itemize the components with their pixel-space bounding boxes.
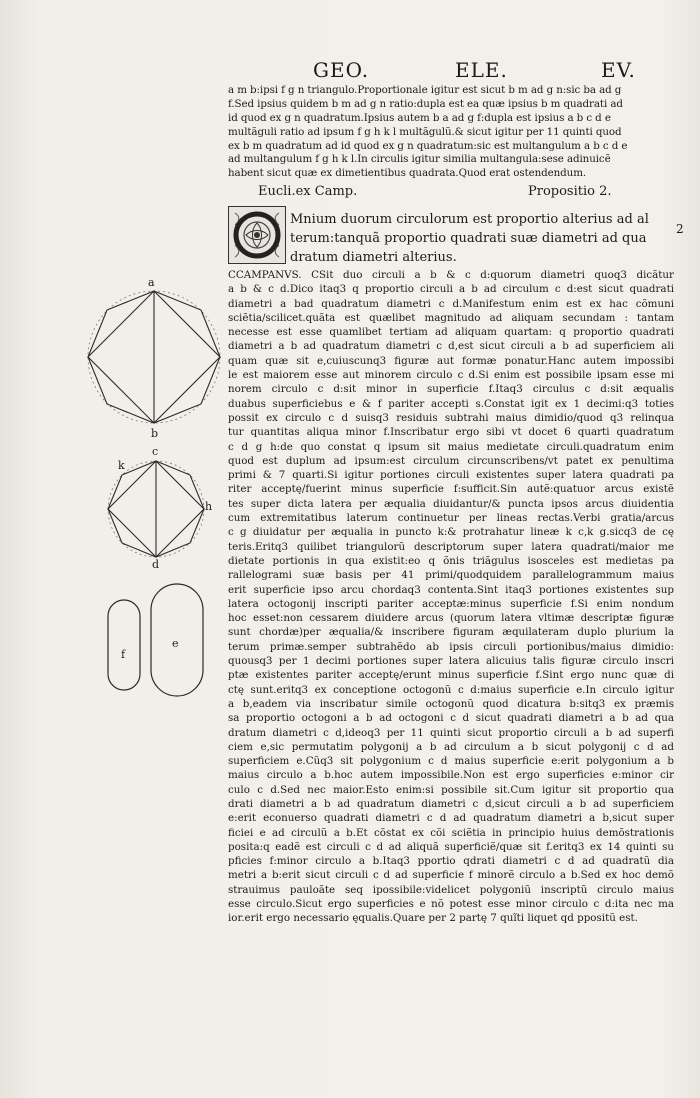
text-line: ex b m quadratum ad id quod ex g n quadratum:sic est multangulum a b c d e bbox=[228, 139, 628, 152]
text-line: a m b:ipsi f g n triangulo.Proportionale igitur est sicut b m ad g n:sic ba ad g bbox=[228, 84, 622, 96]
commentary-line: c g diuidatur per æqualia in puncto k:& protrahatur lineæ k c,k g.sicq3 de cę bbox=[228, 526, 674, 539]
commentary-line: rallelogrami suæ basis per 41 primi/quodquidem parallelogrammum maius bbox=[228, 569, 674, 582]
text-line: Mnium duorum circulorum est proportio alterius ad al bbox=[290, 212, 649, 227]
attribution: Eucli.ex Camp. bbox=[258, 184, 358, 199]
commentary-line: erit superficie ipso arcu chordaq3 contenta.Sint itaq3 portiones existentes sup bbox=[228, 583, 674, 596]
superficies-shapes bbox=[108, 584, 203, 696]
label-e: e bbox=[172, 637, 179, 650]
commentary-line: esse circulo.Sicut ergo superficies e nõ potest esse minor circulo c d:ita nec ma bbox=[228, 898, 674, 911]
commentary-line: terum primæ.semper subtrahẽdo ab ipsis circuli portionibus/maius dimidio: bbox=[228, 640, 674, 653]
commentary-line: maius circulo a b.hoc autem impossibile.Non est ergo superficies e:minor cir bbox=[228, 769, 674, 782]
commentary-line: ior.erit ergo necessario ęqualis.Quare per 2 partę 7 quĩti liquet qd ppositũ est. bbox=[228, 912, 638, 925]
commentary-line: primi & 7 quarti.Si igitur portiones circuli existentes super latera quadrati pa bbox=[228, 469, 674, 482]
commentary-line: necesse est esse quamlibet tertiam ad aliquam quartam: q proportio quadrati bbox=[228, 326, 674, 339]
commentary-line: a b & c d.Dico itaq3 q proportio circuli a b ad circulum c d:est sicut quadrati bbox=[228, 283, 674, 296]
commentary-line: le est maiorem esse aut minorem circulo c d.Si enim est possibile ipsam esse mi bbox=[228, 369, 674, 382]
text-line: multãguli ratio ad ipsum f g h k l multãgulũ.& sicut igitur per 11 quinti quod bbox=[228, 125, 622, 138]
label-c: c bbox=[152, 445, 159, 458]
text-line: f.Sed ipsius quidem b m ad g n ratio:dupla est ea quæ ipsius b m quadrati ad bbox=[228, 97, 623, 110]
commentary-line: CCAMPANVS. CSit duo circuli a b & c d:quorum diametri quoq3 dicãtur bbox=[228, 269, 674, 281]
label-k: k bbox=[118, 459, 125, 472]
commentary-line: e:erit econuerso quadrati diametri c d ad quadratum diametri a b,sicut super bbox=[228, 812, 674, 825]
commentary-line: dietate portionis in qua existit:eo q õnis triãgulus isosceles est medietas pa bbox=[228, 554, 674, 567]
commentary-line: sa proportio octogoni a b ad octogoni c d sicut quadrati diametri a b ad qua bbox=[228, 712, 674, 725]
commentary-line: ficiei e ad circulũ a b.Et cõstat ex cõi sciẽtia in principio huius demõstrationis bbox=[228, 826, 674, 839]
commentary-line: c d g h:de quo constat q ipsum sit maius medietate circuli.quadratum enim bbox=[228, 440, 674, 453]
top-paragraph bbox=[228, 84, 678, 181]
proposition-heading bbox=[258, 184, 678, 204]
header-left: GEO. bbox=[313, 58, 370, 82]
commentary-line: quod est duplum ad ipsum:est circulum circunscribens/vt patet ex penultima bbox=[228, 454, 674, 467]
commentary-line: quousq3 per 1 decimi portiones super latera alicuius talis figuræ circulo inscri bbox=[228, 655, 674, 668]
circle-ab-octagon-figure bbox=[88, 291, 220, 423]
label-h: h bbox=[205, 500, 213, 513]
label-f: f bbox=[121, 648, 126, 661]
commentary-line: teris.Eritq3 quilibet triangulorũ descriptorum super latera quadrati/maior me bbox=[228, 540, 674, 553]
text-line: id quod ex g n quadratum.Ipsius autem b a ad g f:dupla est ipsius a b c d e bbox=[228, 111, 611, 124]
commentary-line: superficiem e.Cũq3 sit polygonium c d maius superficie e:erit polygonium a b bbox=[228, 755, 674, 768]
commentary-line: quam quæ sit e,cuiuscunq3 figuræ aut formæ ponatur.Hanc autem impossibi bbox=[228, 354, 674, 367]
commentary-line: cum extremitatibus laterum continuetur per lineas rectas.Verbi gratia/arcus bbox=[228, 512, 674, 525]
header-right: EV. bbox=[601, 58, 636, 82]
label-b: b bbox=[151, 427, 159, 440]
text-line: habent sicut quæ ex dimetientibus quadrata.Quod erat ostendendum. bbox=[228, 167, 587, 180]
commentary-line: pficies f:minor circulo a b.Itaq3 pportio qdrati diametri c d ad quadratũ dia bbox=[228, 855, 674, 868]
commentary-line: strauimus pauloãte seq ipossibile:videlicet polygoniũ inscriptũ circulo maius bbox=[228, 883, 674, 896]
commentary-line: dratum diametri c d,ideoq3 per 11 quinti sicut proportio circuli a b ad superfi bbox=[228, 726, 674, 739]
text-line: terum:tanquã proportio quadrati suæ diametri ad qua bbox=[290, 231, 647, 246]
commentary-line: ciem e,sic permutatim polygonij a b ad circulum a b sicut polygonij c d ad bbox=[228, 740, 674, 753]
enunciation bbox=[290, 210, 672, 267]
commentary-line: culo c d.Sed nec maior.Esto enim:si possibile sit.Cum igitur sit proportio qua bbox=[228, 783, 674, 796]
commentary-line: diametri a b ad quadratum diametri c d,est sicut circuli a b ad superficiem ali bbox=[228, 340, 674, 353]
commentary-line: norem circulo c d:sit minor in superficie f.Itaq3 circulus c d:sit æqualis bbox=[228, 383, 674, 396]
text-line: dratum diametri alterius. bbox=[290, 250, 457, 265]
margin-number: 2 bbox=[676, 222, 684, 236]
commentary-line: possit ex circulo c d suisq3 residuis subtrahi maius dimidio/quod q3 relinqua bbox=[228, 411, 674, 424]
geometric-figures bbox=[0, 0, 230, 700]
commentary-line: ptæ existentes pariter acceptę/erunt minus superficie f.Sint ergo nunc quæ di bbox=[228, 669, 674, 682]
decorated-initial-o bbox=[228, 206, 286, 264]
proposition-number: Propositio 2. bbox=[528, 184, 612, 199]
commentary-line: diametri a bad quadratum diametri c d.Manifestum enim est ex hac cõmuni bbox=[228, 297, 674, 310]
commentary-line: a b,eadem via inscribatur simile octogonũ quod dicatura b:sitq3 ex præmis bbox=[228, 697, 674, 710]
commentary-line: posita:q eadẽ est circuli c d ad aliquã superficiẽ/quæ sit f.eritq3 ex 14 quinti su bbox=[228, 840, 674, 853]
label-a: a bbox=[148, 276, 155, 289]
commentary-line: tes super dicta latera per æqualia diuidantur/& puncta ipsos arcus diuidentia bbox=[228, 497, 674, 510]
commentary-line: ctę sunt.eritq3 ex conceptione octogonũ c d:maius superficie e.In circulo igitur bbox=[228, 683, 674, 696]
text-line: ad multangulum f g h k l.In circulis igitur similia multangula:sese adinuicẽ bbox=[228, 153, 611, 166]
commentary-line: sunt chordæ)per æqualia/& inscribere figuram æquilateram duplo plurium la bbox=[228, 626, 674, 639]
circle-cd-octagon-figure bbox=[108, 461, 204, 557]
label-d: d bbox=[152, 558, 160, 571]
commentary-line: sciẽtia/scilicet.quãta est quælibet magnitudo ad aliquam secundam : tantam bbox=[228, 311, 674, 324]
header-center: ELE. bbox=[455, 58, 508, 82]
commentary-line: hoc esset:non cessarem diuidere arcus (quorum latera vltimæ descriptæ figuræ bbox=[228, 612, 674, 625]
commentary-line: riter acceptę/fuerint minus superficie f:sufficit.Sin autẽ:quatuor arcus existẽ bbox=[228, 483, 674, 496]
commentary-line: tur quantitas aliqua minor f.Inscribatur ergo sibi vt docet 6 quarti quadratum bbox=[228, 426, 674, 439]
superficies-f bbox=[108, 600, 140, 690]
commentary-line: drati diametri a b ad quadratum diametri c d,sicut circuli a b ad superficiem bbox=[228, 797, 674, 810]
commentary-line: duabus superficiebus e & f pariter accepti s.Constat igit ex 1 decimi:q3 toties bbox=[228, 397, 674, 410]
commentary-line: metri a b:erit sicut circuli c d ad superficie f minorẽ circulo a b.Sed ex hoc demõ bbox=[228, 869, 674, 882]
campanus-commentary bbox=[228, 268, 674, 926]
commentary-line: latera octogonij inscripti pariter acceptæ:minus superficie f.Si enim nondum bbox=[228, 597, 674, 610]
floral-initial-icon bbox=[229, 207, 285, 263]
